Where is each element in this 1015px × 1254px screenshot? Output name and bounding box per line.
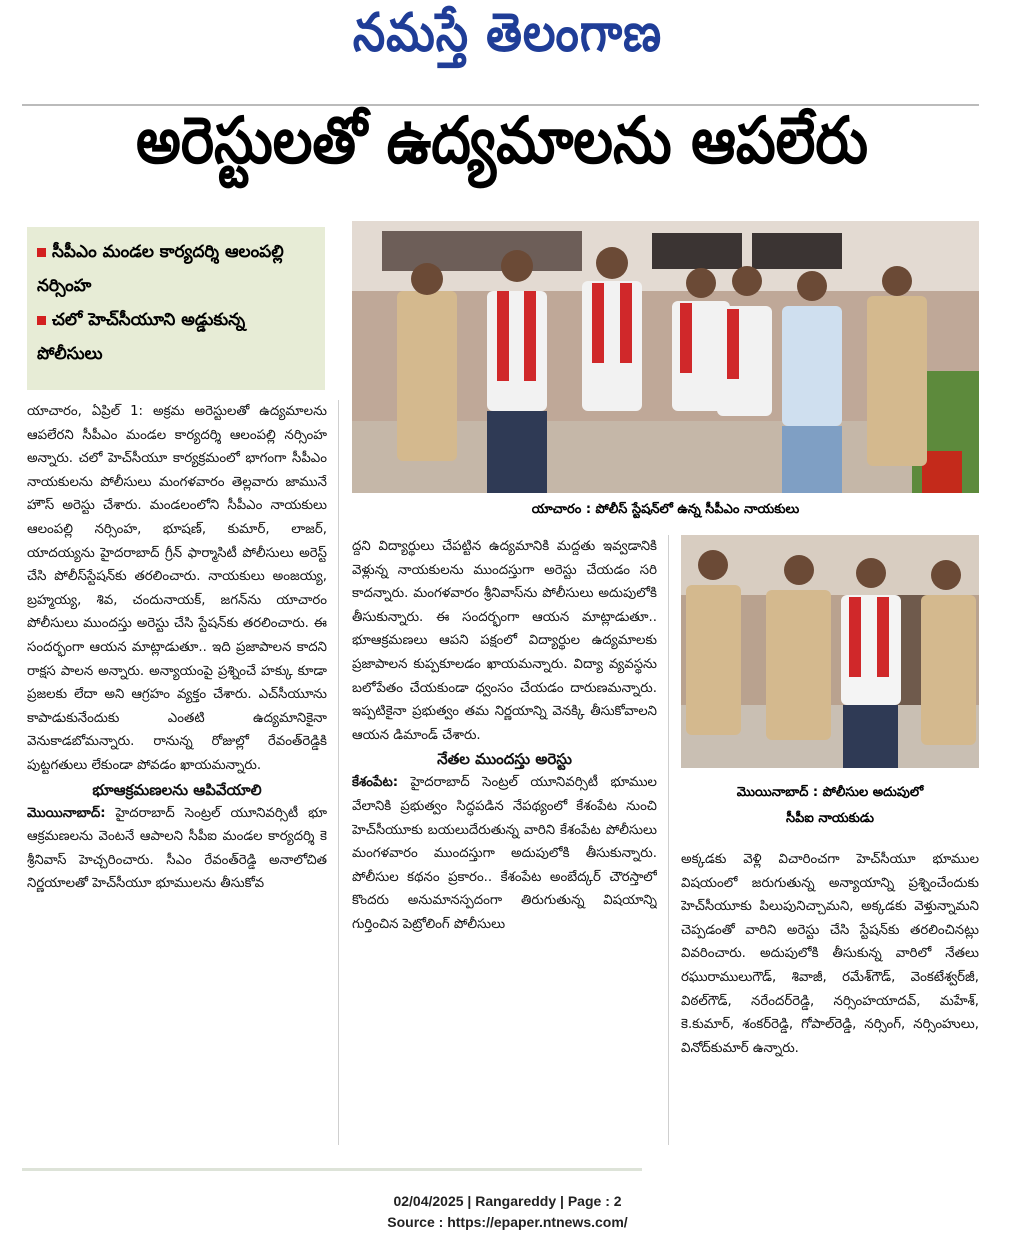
bullet-icon xyxy=(37,248,46,257)
article-column-1 xyxy=(27,400,327,1150)
article-subhead: భూఆక్రమణలను ఆపివేయాలి xyxy=(92,780,262,799)
column-divider xyxy=(338,400,339,1145)
bottom-divider xyxy=(22,1168,642,1171)
article-column-3 xyxy=(681,848,979,1148)
footer-date-edition: 02/04/2025 | Rangareddy | Page : 2 xyxy=(393,1193,622,1209)
article-paragraph: మొయినాబాద్: హైదరాబాద్ సెంట్రల్ యూనివర్సిటీ భూ ఆక్రమణలను వెంటనే ఆపాలని సీపీఐ మండల కార్యదర్శి కె శ్రీనివాస్ హెచ్చరించారు. సీఎం రేవంత్‌రెడ్డి అనాలోచిత నిర్ణయాలతో హెచ్‌సీయూ భూములను తీసుకోవ xyxy=(27,805,327,892)
article-paragraph: కేశంపేట: హైదరాబాద్ సెంట్రల్ యూనివర్సిటీ భూముల వేలానికి ప్రభుత్వం సిద్ధపడిన నేపథ్యంలో కేశంపేట నుంచి హెచ్‌సీయూకు బయలుదేరుతున్న వారిని కేశంపేట పోలీసులు మంగళవారం ముందస్తుగా అదుపులోకి తీసుకున్నారు. పోలీసుల కథనం ప్రకారం.. కేశంపేట అంబేద్కర్ చౌరస్తాలో కొందరు అనుమానస్పదంగా తిరుగుతున్న విషయాన్ని గుర్తించిన పెట్రోలింగ్ పోలీసులు xyxy=(352,775,657,932)
highlight-item: చలో హెచ్‌సీయూని అడ్డుకున్న పోలీసులు xyxy=(37,310,246,364)
article-paragraph: ద్దని విద్యార్థులు చేపట్టిన ఉద్యమానికి మద్దతు ఇవ్వడానికి వెళ్లున్న నాయకులను ముందస్తుగా అరెస్టు చేయడం సరి కాదన్నారు. మంగళవారం శ్రీనివాస్‌ను పోలీసులు అదుపులోకి తీసుకున్నారు. ఈ సందర్భంగా ఆయన మాట్లాడుతూ.. భూఆక్రమణలు ఆపని పక్షంలో విద్యార్థుల ఉద్యమాలకు ప్రజాపాలన కుప్పకూలడం ఖాయమన్నారు. విద్యా వ్యవస్థను బలోపేతం చేయకుండా ధ్వంసం చేయడం దారుణమన్నారు. ఇప్పటికైనా ప్రభుత్వం తమ నిర్ణయాన్ని వెనక్కి తీసుకోవాలని ఆయన డిమాండ్ చేశారు. xyxy=(352,539,657,743)
article-column-2 xyxy=(352,535,657,1150)
column-divider xyxy=(668,535,669,1145)
dateline: కేశంపేట: xyxy=(352,775,399,791)
bullet-icon xyxy=(37,316,46,325)
main-photo-caption: యాచారం : పోలీస్ స్టేషన్‌లో ఉన్న సీపీఎం నాయకులు xyxy=(531,502,800,517)
second-photo xyxy=(681,535,979,768)
headline: అరెస్టులతో ఉద్యమాలను ఆపలేరు xyxy=(136,104,868,179)
footer-source: Source : https://epaper.ntnews.com/ xyxy=(387,1214,628,1230)
highlight-item: సీపీఎం మండల కార్యదర్శి ఆలంపల్లి నర్సింహ xyxy=(37,242,284,296)
second-photo-caption: మొయినాబాద్ : పోలీసుల అదుపులో సీపీఐ నాయకుడు xyxy=(736,785,924,826)
article-paragraph: యాచారం, ఏప్రిల్ 1: అక్రమ అరెస్టులతో ఉద్యమాలను ఆపలేరని సీపీఎం మండల కార్యదర్శి ఆలంపల్లి నర్సింహ అన్నారు. చలో హెచ్‌సీయూ కార్యక్రమంలో భాగంగా సీపీఎం నాయకులను పోలీసులు మంగళవారం తెల్లవారు జామునే హౌస్ అరెస్టు చేశారు. మండలంలోని సీపీఎం నాయకులు ఆలంపల్లి నర్సింహ, భూషణ్, కుమార్, లాజర్, యాదయ్యను హైదరాబాద్ గ్రీన్ ఫార్మాసిటీ పోలీసులు అరెస్ట్ చేసి పోలీస్‌స్టేషన్‌కు తరలించారు. నాయకులు అంజయ్య, బ్రహ్మయ్య, శివ, చందునాయక్, జగన్‌ను యాచారం పోలీసులు ముందస్తు అరెస్టు చేసి స్టేషన్‌కు తరలించారు. ఈ సందర్భంగా ఆయన మాట్లాడుతూ.. ఇది ప్రజాపాలన కాదని రాక్షస పాలన అన్నారు. అన్యాయంపై ప్రశ్నించే హక్కు కూడా ప్రజలకు లేదా అని ఆగ్రహం వ్యక్తం చేశారు. ఎచ్‌సీయూను కాపాడుకునేందుకు ఎంతటి ఉద్యమానికైనా వెనుకాడబోమన్నారు. రానున్న రోజుల్లో రేవంత్‌రెడ్డికి పుట్టగతులు లేకుండా పోవడం ఖాయమన్నారు. xyxy=(27,404,327,773)
highlights-box xyxy=(27,227,325,390)
article-paragraph: అక్కడకు వెళ్లి విచారించగా హెచ్‌సీయూ భూముల విషయంలో జరుగుతున్న అన్యాయాన్ని ప్రశ్నించేందుకు హెచ్‌సీయూకు పిలుపునిచ్చామని, అక్కడకు వెళ్తున్నామని చెప్పడంతో వారిని అరెస్టు చేసి స్టేషన్‌కు తరలించినట్లు వివరించారు. అదుపులోకి తీసుకున్న వారిలో నేతలు రఘురాములుగౌడ్, శివాజీ, రమేశ్‌గౌడ్, వెంకటేశ్వర్‌జీ, విఠల్‌గౌడ్, నరేందర్‌రెడ్డి, నర్సింహయాదవ్, మహేశ్, కె.కుమార్, శంకర్‌రెడ్డి, గోపాల్‌రెడ్డి, నర్సింగ్, నర్సింహులు, వినోద్‌కుమార్ ఉన్నారు. xyxy=(681,852,979,1056)
main-photo xyxy=(352,221,979,493)
masthead-logo: నమస్తే తెలంగాణ xyxy=(352,1,663,64)
dateline: మొయినాబాద్: xyxy=(27,805,106,821)
article-subhead: నేతల ముందస్తు అరెస్టు xyxy=(437,750,572,769)
